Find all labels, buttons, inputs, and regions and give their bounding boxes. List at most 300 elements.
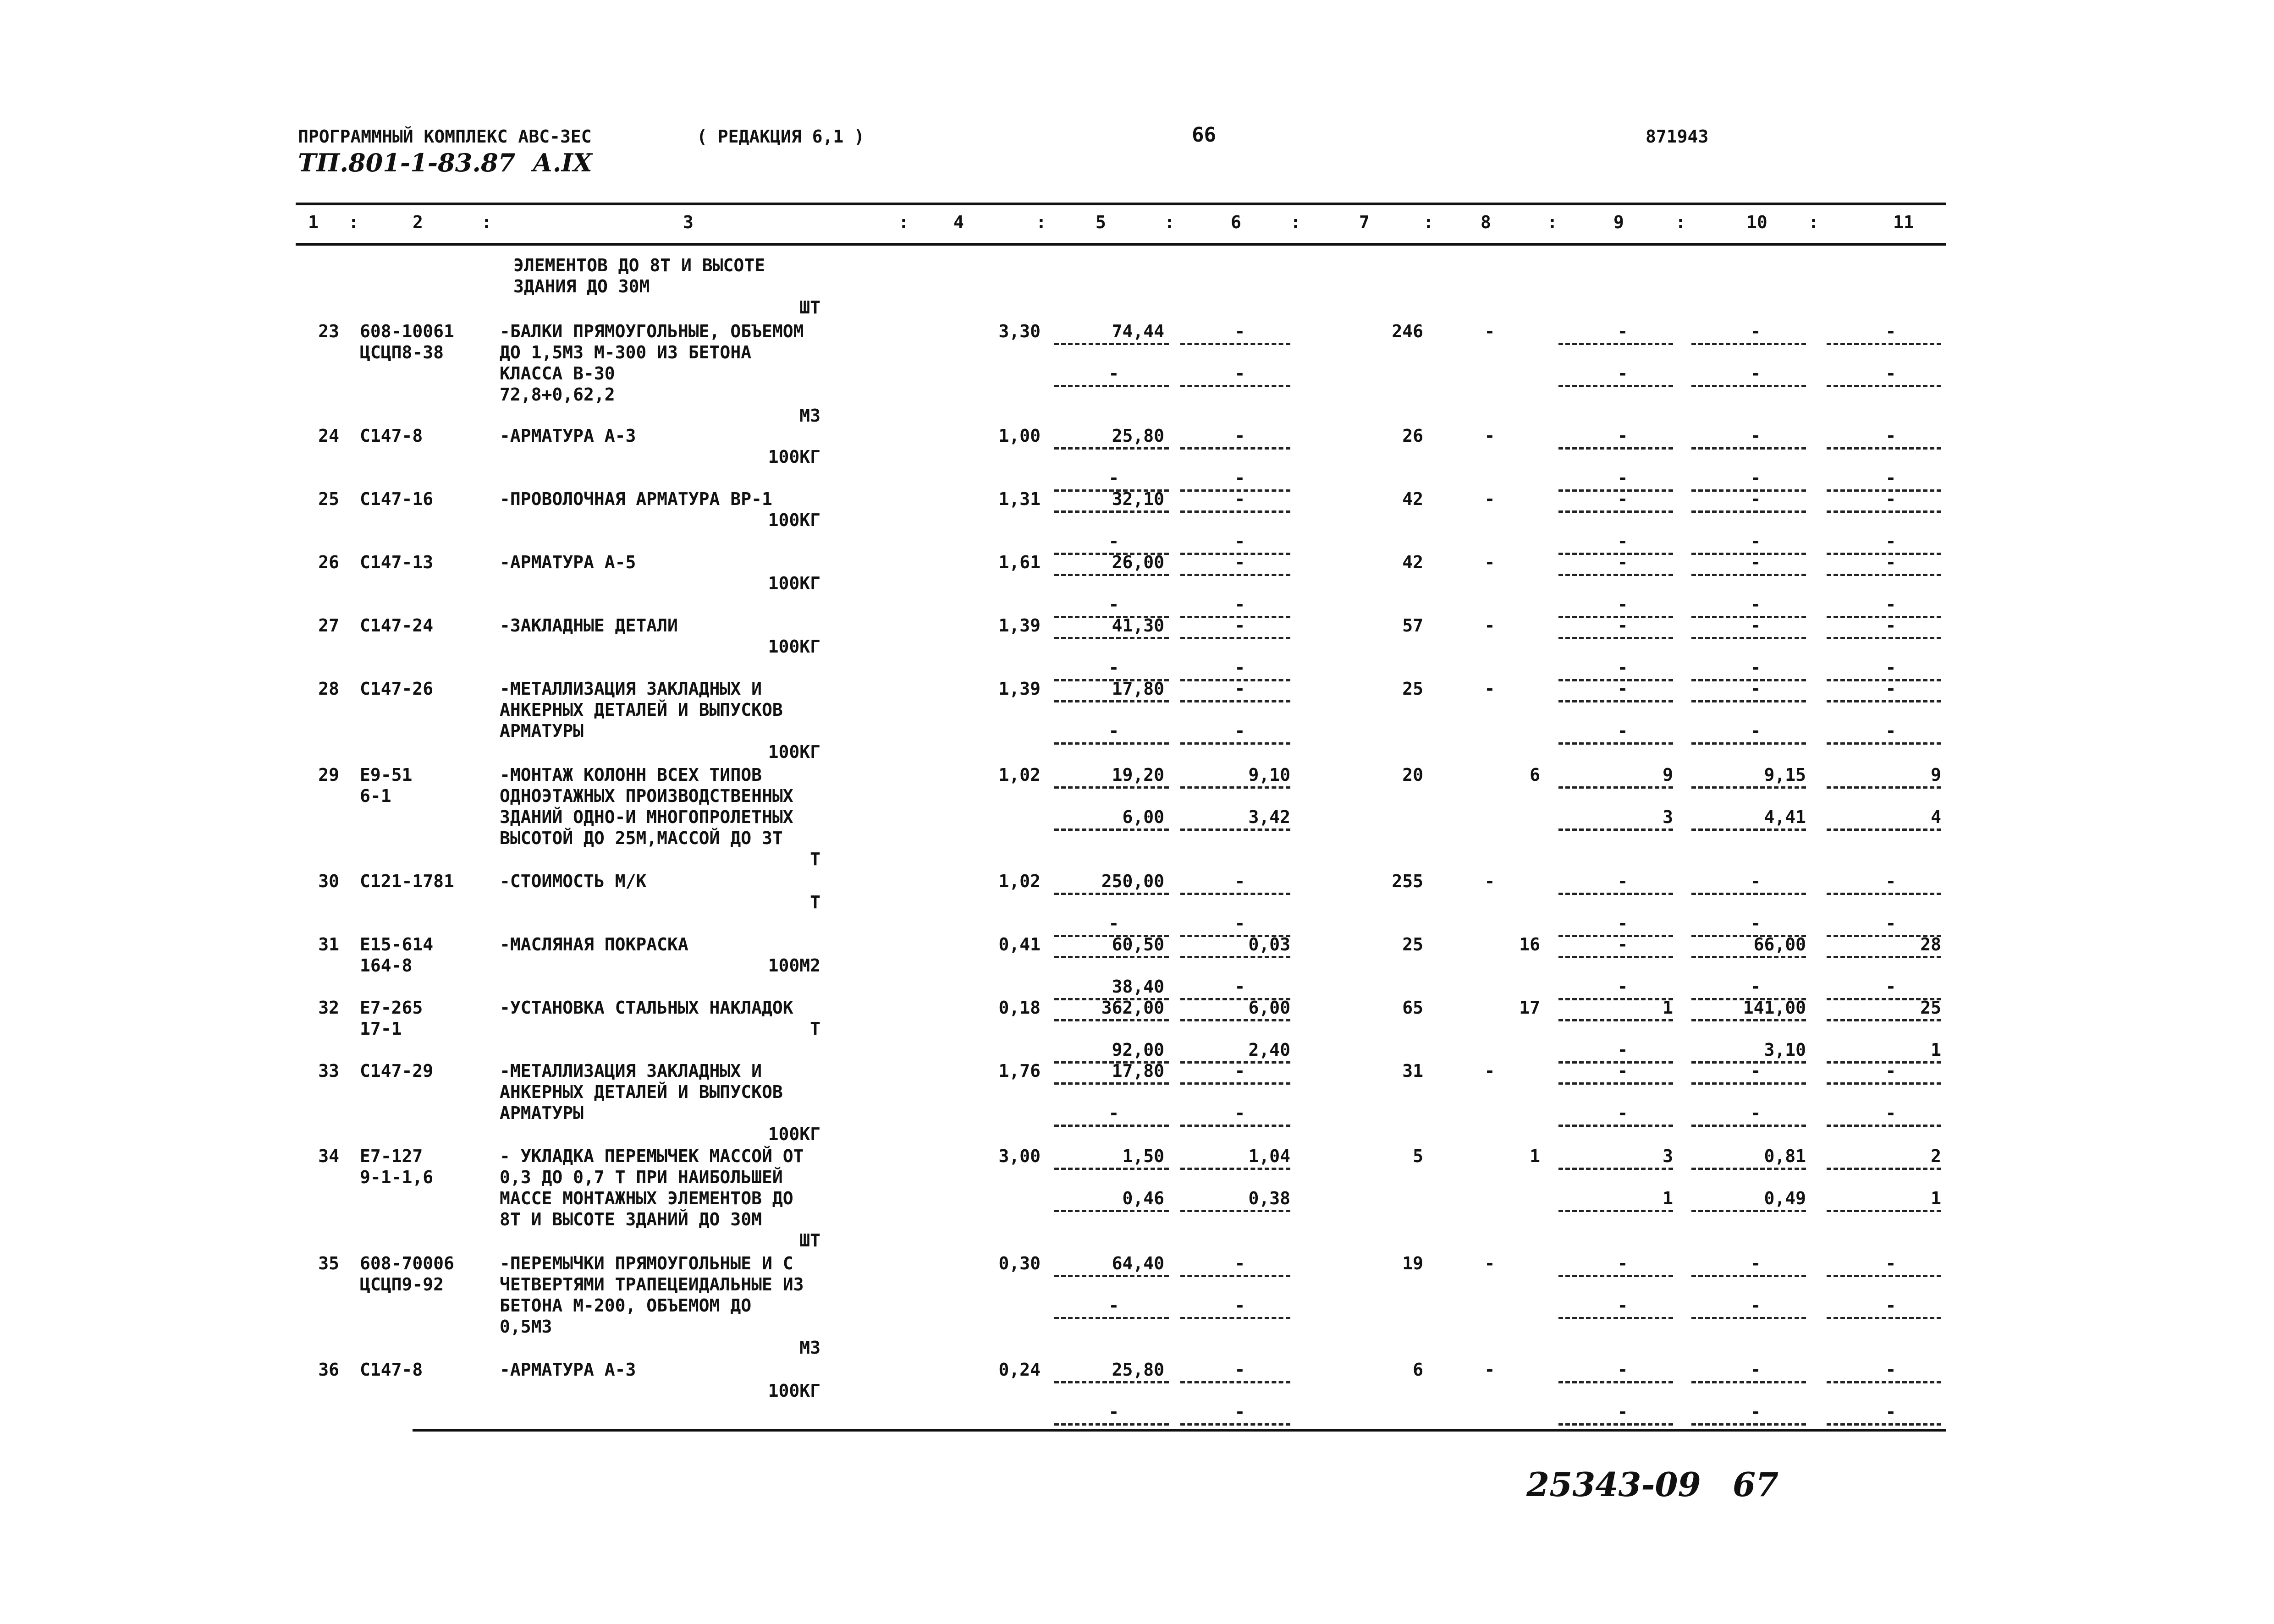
subtotal-line	[1827, 956, 1941, 958]
column-header: 5	[1096, 212, 1106, 232]
value-c8: -	[1484, 679, 1495, 699]
subtotal-line	[1180, 1168, 1290, 1170]
value-c5b: 38,40	[1112, 977, 1164, 997]
subtotal-line	[1691, 1082, 1806, 1085]
subtotal-line	[1691, 1168, 1806, 1170]
work-description: -УСТАНОВКА СТАЛЬНЫХ НАКЛАДОК	[500, 998, 793, 1018]
resource-code: 164-8	[360, 955, 413, 976]
subtotal-line	[1827, 1125, 1941, 1127]
work-description: ЗДАНИЙ ОДНО-И МНОГОПРОЛЕТНЫХ	[500, 807, 793, 827]
document-code: 871943	[1646, 126, 1709, 147]
resource-code: 608-70006	[360, 1253, 454, 1273]
value-c6b: -	[1234, 1103, 1245, 1123]
value-c8: -	[1484, 426, 1495, 446]
value-c11: -	[1885, 679, 1896, 699]
value-c10: -	[1750, 615, 1761, 636]
value-c11: -	[1885, 615, 1896, 636]
row-number: 33	[318, 1061, 339, 1081]
value-c9: -	[1617, 489, 1628, 509]
value-c7: 6	[1413, 1360, 1423, 1380]
resource-code: С147-24	[360, 615, 434, 636]
work-description: МАССЕ МОНТАЖНЫХ ЭЛЕМЕНТОВ ДО	[500, 1188, 793, 1208]
subtotal-line	[1827, 510, 1941, 513]
subtotal-line	[1054, 1125, 1169, 1127]
value-c10b: -	[1750, 913, 1761, 933]
value-c9: -	[1617, 934, 1628, 955]
subtotal-line	[1180, 893, 1290, 895]
subtotal-line	[1180, 447, 1290, 450]
subtotal-line	[1054, 343, 1169, 345]
value-c8: -	[1484, 615, 1495, 636]
subtotal-line	[1827, 786, 1941, 789]
resource-code: 17-1	[360, 1019, 402, 1039]
work-description: ДО 1,5М3 М-300 ИЗ БЕТОНА	[500, 342, 752, 362]
column-separator: :	[1675, 212, 1686, 232]
subtotal-line	[1558, 637, 1673, 639]
value-c8: -	[1484, 1061, 1495, 1081]
subtotal-line	[1180, 956, 1290, 958]
value-c5: 26,00	[1112, 552, 1164, 572]
value-c6: 0,03	[1248, 934, 1290, 955]
row-number: 26	[318, 552, 339, 572]
subtotal-line	[1691, 343, 1806, 345]
value-c7: 42	[1402, 552, 1423, 572]
value-c6b: 2,40	[1248, 1040, 1290, 1060]
unit-of-measure: 100КГ	[768, 1124, 820, 1144]
value-c5b: 0,46	[1122, 1188, 1164, 1208]
resource-code: С147-29	[360, 1061, 434, 1081]
subtotal-line	[1180, 510, 1290, 513]
subtotal-line	[1558, 510, 1673, 513]
resource-code: С147-16	[360, 489, 434, 509]
subtotal-line	[1827, 893, 1941, 895]
continuation-line: ЭЛЕМЕНТОВ ДО 8Т И ВЫСОТЕ	[513, 255, 765, 275]
subtotal-line	[1054, 893, 1169, 895]
subtotal-line	[1827, 343, 1941, 345]
value-c9b: 3	[1663, 807, 1673, 827]
column-separator: :	[1036, 212, 1046, 232]
subtotal-line	[1054, 956, 1169, 958]
column-separator: :	[1547, 212, 1558, 232]
unit-of-measure: 100КГ	[768, 742, 820, 762]
value-c10: 141,00	[1743, 998, 1806, 1018]
subtotal-line	[1180, 786, 1290, 789]
column-header: 6	[1231, 212, 1241, 232]
value-c5b: 92,00	[1112, 1040, 1164, 1060]
quantity: 1,76	[998, 1061, 1041, 1081]
row-number: 25	[318, 489, 339, 509]
column-header: 11	[1893, 212, 1914, 232]
work-description: -МЕТАЛЛИЗАЦИЯ ЗАКЛАДНЫХ И	[500, 679, 762, 699]
value-c7: 25	[1402, 934, 1423, 955]
quantity: 1,39	[998, 615, 1041, 636]
value-c11b: 4	[1931, 807, 1941, 827]
value-c11: -	[1885, 1253, 1896, 1273]
subtotal-line	[1827, 1317, 1941, 1319]
row-number: 28	[318, 679, 339, 699]
column-header: 2	[413, 212, 423, 232]
value-c8: -	[1484, 1360, 1495, 1380]
quantity: 3,00	[998, 1146, 1041, 1166]
value-c6b: -	[1234, 363, 1245, 384]
value-c7: 5	[1413, 1146, 1423, 1166]
value-c9b: -	[1617, 913, 1628, 933]
value-c6: 1,04	[1248, 1146, 1290, 1166]
work-description: -АРМАТУРА А-3	[500, 1360, 636, 1380]
work-description: - УКЛАДКА ПЕРЕМЫЧЕК МАССОЙ ОТ	[500, 1146, 804, 1166]
value-c9b: -	[1617, 977, 1628, 997]
subtotal-line	[1180, 343, 1290, 345]
subtotal-line	[1180, 1082, 1290, 1085]
value-c5: 25,80	[1112, 426, 1164, 446]
subtotal-line	[1054, 1275, 1169, 1277]
column-header: 3	[683, 212, 694, 232]
value-c5b: -	[1108, 1402, 1119, 1422]
unit-of-measure: 100КГ	[768, 636, 820, 657]
subtotal-line	[1691, 828, 1806, 831]
unit-of-measure: 100М2	[768, 955, 820, 976]
value-c9b: 1	[1663, 1188, 1673, 1208]
work-description: -ЗАКЛАДНЫЕ ДЕТАЛИ	[500, 615, 678, 636]
resource-code: С147-13	[360, 552, 434, 572]
unit-of-measure: М3	[799, 1338, 820, 1358]
value-c9: -	[1617, 1061, 1628, 1081]
subtotal-line	[1827, 385, 1941, 387]
value-c10: -	[1750, 552, 1761, 572]
header-top-rule	[296, 203, 1946, 205]
column-header: 10	[1746, 212, 1767, 232]
subtotal-line	[1054, 574, 1169, 576]
value-c10b: 0,49	[1764, 1188, 1806, 1208]
value-c7: 20	[1402, 765, 1423, 785]
value-c10b: -	[1750, 658, 1761, 678]
value-c6b: -	[1234, 531, 1245, 551]
work-description: БЕТОНА М-200, ОБЪЕМОМ ДО	[500, 1295, 752, 1316]
subtotal-line	[1180, 1210, 1290, 1212]
resource-code: 9-1-1,6	[360, 1167, 434, 1187]
value-c8: -	[1484, 321, 1495, 341]
value-c8: 1	[1530, 1146, 1540, 1166]
quantity: 0,18	[998, 998, 1041, 1018]
work-description: -БАЛКИ ПРЯМОУГОЛЬНЫЕ, ОБЪЕМОМ	[500, 321, 804, 341]
subtotal-line	[1691, 1019, 1806, 1021]
subtotal-line	[1827, 1275, 1941, 1277]
value-c6: -	[1234, 552, 1245, 572]
work-description: АНКЕРНЫХ ДЕТАЛЕЙ И ВЫПУСКОВ	[500, 700, 783, 720]
value-c5: 19,20	[1112, 765, 1164, 785]
subtotal-line	[1691, 1423, 1806, 1426]
value-c11: -	[1885, 1061, 1896, 1081]
resource-code: Е15-614	[360, 934, 434, 955]
value-c9b: -	[1617, 531, 1628, 551]
unit-of-measure: 100КГ	[768, 573, 820, 593]
value-c7: 19	[1402, 1253, 1423, 1273]
subtotal-line	[1827, 637, 1941, 639]
value-c7: 25	[1402, 679, 1423, 699]
value-c6: -	[1234, 1253, 1245, 1273]
work-description: ВЫСОТОЙ ДО 25М,МАССОЙ ДО 3Т	[500, 828, 783, 848]
row-number: 27	[318, 615, 339, 636]
work-description: -АРМАТУРА А-5	[500, 552, 636, 572]
work-description: 0,3 ДО 0,7 Т ПРИ НАИБОЛЬШЕЙ	[500, 1167, 783, 1187]
value-c10: 66,00	[1753, 934, 1806, 955]
unit-of-measure: Т	[810, 1019, 820, 1039]
subtotal-line	[1691, 1210, 1806, 1212]
value-c5b: -	[1108, 1103, 1119, 1123]
subtotal-line	[1180, 828, 1290, 831]
row-number: 34	[318, 1146, 339, 1166]
resource-code: ЦСЦП8-38	[360, 342, 444, 362]
work-description: АРМАТУРЫ	[500, 721, 584, 741]
subtotal-line	[1691, 385, 1806, 387]
value-c11b: -	[1885, 977, 1896, 997]
subtotal-line	[1180, 637, 1290, 639]
value-c9: -	[1617, 426, 1628, 446]
subtotal-line	[1054, 385, 1169, 387]
value-c8: -	[1484, 552, 1495, 572]
subtotal-line	[1054, 700, 1169, 702]
edition-label: ( РЕДАКЦИЯ 6,1 )	[697, 126, 865, 147]
row-number: 31	[318, 934, 339, 955]
value-c6: 6,00	[1248, 998, 1290, 1018]
value-c6b: 3,42	[1248, 807, 1290, 827]
value-c6b: 0,38	[1248, 1188, 1290, 1208]
subtotal-line	[1054, 1317, 1169, 1319]
value-c10b: -	[1750, 468, 1761, 488]
subtotal-line	[1054, 828, 1169, 831]
value-c6b: -	[1234, 721, 1245, 741]
subtotal-line	[1054, 1381, 1169, 1383]
subtotal-line	[1558, 447, 1673, 450]
quantity: 1,31	[998, 489, 1041, 509]
resource-code: С147-8	[360, 1360, 423, 1380]
row-number: 24	[318, 426, 339, 446]
work-description: -ПЕРЕМЫЧКИ ПРЯМОУГОЛЬНЫЕ И С	[500, 1253, 793, 1273]
value-c5: 74,44	[1112, 321, 1164, 341]
quantity: 0,41	[998, 934, 1041, 955]
value-c7: 31	[1402, 1061, 1423, 1081]
value-c11: -	[1885, 871, 1896, 891]
value-c5b: -	[1108, 594, 1119, 614]
column-separator: :	[1290, 212, 1301, 232]
value-c6b: -	[1234, 658, 1245, 678]
value-c6b: -	[1234, 977, 1245, 997]
column-header: 1	[308, 212, 319, 232]
subtotal-line	[1827, 447, 1941, 450]
subtotal-line	[1827, 1381, 1941, 1383]
value-c11b: -	[1885, 721, 1896, 741]
work-description: 72,8+0,62,2	[500, 384, 615, 405]
quantity: 3,30	[998, 321, 1041, 341]
subtotal-line	[1558, 1210, 1673, 1212]
row-number: 35	[318, 1253, 339, 1273]
value-c10: 9,15	[1764, 765, 1806, 785]
value-c11b: -	[1885, 363, 1896, 384]
value-c9: -	[1617, 871, 1628, 891]
work-description: ОДНОЭТАЖНЫХ ПРОИЗВОДСТВЕННЫХ	[500, 786, 793, 806]
value-c9: -	[1617, 552, 1628, 572]
column-separator: :	[481, 212, 492, 232]
subtotal-line	[1691, 447, 1806, 450]
subtotal-line	[1827, 828, 1941, 831]
value-c10: -	[1750, 1061, 1761, 1081]
value-c6b: -	[1234, 1402, 1245, 1422]
subtotal-line	[1827, 1082, 1941, 1085]
subtotal-line	[1054, 447, 1169, 450]
subtotal-line	[1054, 510, 1169, 513]
subtotal-line	[1691, 956, 1806, 958]
value-c11: -	[1885, 321, 1896, 341]
value-c10: -	[1750, 679, 1761, 699]
value-c6: -	[1234, 615, 1245, 636]
value-c10: -	[1750, 1253, 1761, 1273]
subtotal-line	[1691, 1125, 1806, 1127]
resource-code: 608-10061	[360, 321, 454, 341]
subtotal-line	[1054, 1423, 1169, 1426]
subtotal-line	[1827, 1019, 1941, 1021]
work-description: ЧЕТВЕРТЯМИ ТРАПЕЦЕИДАЛЬНЫЕ ИЗ	[500, 1274, 804, 1295]
subtotal-line	[1180, 1317, 1290, 1319]
column-separator: :	[1423, 212, 1434, 232]
work-description: -МЕТАЛЛИЗАЦИЯ ЗАКЛАДНЫХ И	[500, 1061, 762, 1081]
value-c10b: 4,41	[1764, 807, 1806, 827]
value-c9: -	[1617, 1253, 1628, 1273]
value-c6: -	[1234, 871, 1245, 891]
work-description: 8Т И ВЫСОТЕ ЗДАНИЙ ДО 30М	[500, 1209, 762, 1229]
column-separator: :	[1164, 212, 1175, 232]
value-c5: 362,00	[1101, 998, 1164, 1018]
value-c8: 16	[1519, 934, 1540, 955]
column-header: 8	[1481, 212, 1491, 232]
value-c10b: -	[1750, 721, 1761, 741]
unit-of-measure: 100КГ	[768, 447, 820, 467]
subtotal-line	[1691, 1275, 1806, 1277]
value-c11: -	[1885, 1360, 1896, 1380]
resource-code: С147-8	[360, 426, 423, 446]
work-description: -АРМАТУРА А-3	[500, 426, 636, 446]
value-c7: 246	[1392, 321, 1423, 341]
quantity: 1,02	[998, 871, 1041, 891]
subtotal-line	[1054, 742, 1169, 745]
resource-code: 6-1	[360, 786, 391, 806]
value-c5: 17,80	[1112, 679, 1164, 699]
value-c5b: -	[1108, 363, 1119, 384]
subtotal-line	[1558, 1381, 1673, 1383]
value-c7: 26	[1402, 426, 1423, 446]
value-c11b: -	[1885, 1402, 1896, 1422]
value-c6: 9,10	[1248, 765, 1290, 785]
column-header: 4	[953, 212, 964, 232]
subtotal-line	[1691, 637, 1806, 639]
value-c11b: 1	[1931, 1040, 1941, 1060]
value-c5: 25,80	[1112, 1360, 1164, 1380]
value-c11b: -	[1885, 913, 1896, 933]
value-c10b: -	[1750, 1402, 1761, 1422]
subtotal-line	[1827, 574, 1941, 576]
row-number: 30	[318, 871, 339, 891]
handwritten-project-number: ТП.801-1-83.87 А.IX	[298, 148, 592, 177]
subtotal-line	[1691, 893, 1806, 895]
subtotal-line	[1691, 742, 1806, 745]
subtotal-line	[1054, 1082, 1169, 1085]
subtotal-line	[1558, 828, 1673, 831]
resource-code: Е9-51	[360, 765, 413, 785]
subtotal-line	[1691, 1381, 1806, 1383]
value-c11b: -	[1885, 594, 1896, 614]
value-c10b: -	[1750, 594, 1761, 614]
value-c5: 250,00	[1101, 871, 1164, 891]
unit-of-measure: ШТ	[799, 1230, 820, 1251]
column-header: 9	[1613, 212, 1624, 232]
value-c6: -	[1234, 679, 1245, 699]
value-c6b: -	[1234, 468, 1245, 488]
value-c9b: -	[1617, 1295, 1628, 1316]
subtotal-line	[1054, 1019, 1169, 1021]
value-c6: -	[1234, 489, 1245, 509]
value-c8: -	[1484, 871, 1495, 891]
value-c7: 65	[1402, 998, 1423, 1018]
subtotal-line	[1180, 742, 1290, 745]
value-c10b: 3,10	[1764, 1040, 1806, 1060]
subtotal-line	[1691, 1317, 1806, 1319]
value-c9: -	[1617, 1360, 1628, 1380]
work-description: АНКЕРНЫХ ДЕТАЛЕЙ И ВЫПУСКОВ	[500, 1082, 783, 1102]
value-c8: 17	[1519, 998, 1540, 1018]
subtotal-line	[1691, 574, 1806, 576]
subtotal-line	[1054, 1210, 1169, 1212]
subtotal-line	[1180, 1125, 1290, 1127]
value-c5b: 6,00	[1122, 807, 1164, 827]
value-c10: 0,81	[1764, 1146, 1806, 1166]
value-c9b: -	[1617, 1103, 1628, 1123]
subtotal-line	[1558, 1275, 1673, 1277]
subtotal-line	[1827, 742, 1941, 745]
value-c10: -	[1750, 489, 1761, 509]
quantity: 1,02	[998, 765, 1041, 785]
subtotal-line	[1558, 1317, 1673, 1319]
unit-of-measure: Т	[810, 849, 820, 869]
subtotal-line	[1691, 700, 1806, 702]
value-c5b: -	[1108, 531, 1119, 551]
subtotal-line	[1558, 700, 1673, 702]
subtotal-line	[1827, 1210, 1941, 1212]
value-c8: -	[1484, 1253, 1495, 1273]
unit-of-measure: Т	[810, 892, 820, 912]
header-bottom-rule	[296, 243, 1946, 246]
resource-code: С121-1781	[360, 871, 454, 891]
value-c10: -	[1750, 426, 1761, 446]
subtotal-line	[1558, 1168, 1673, 1170]
subtotal-line	[1054, 786, 1169, 789]
value-c10: -	[1750, 871, 1761, 891]
value-c9: -	[1617, 679, 1628, 699]
value-c5: 32,10	[1112, 489, 1164, 509]
value-c5b: -	[1108, 913, 1119, 933]
work-description: -ПРОВОЛОЧНАЯ АРМАТУРА ВР-1	[500, 489, 772, 509]
value-c5: 1,50	[1122, 1146, 1164, 1166]
value-c9b: -	[1617, 594, 1628, 614]
value-c7: 255	[1392, 871, 1423, 891]
quantity: 1,61	[998, 552, 1041, 572]
subtotal-line	[1558, 1423, 1673, 1426]
value-c11: 28	[1920, 934, 1941, 955]
value-c6b: -	[1234, 913, 1245, 933]
row-number: 36	[318, 1360, 339, 1380]
column-header: 7	[1359, 212, 1370, 232]
subtotal-line	[1558, 1082, 1673, 1085]
value-c9: 3	[1663, 1146, 1673, 1166]
work-description: -МАСЛЯНАЯ ПОКРАСКА	[500, 934, 688, 955]
